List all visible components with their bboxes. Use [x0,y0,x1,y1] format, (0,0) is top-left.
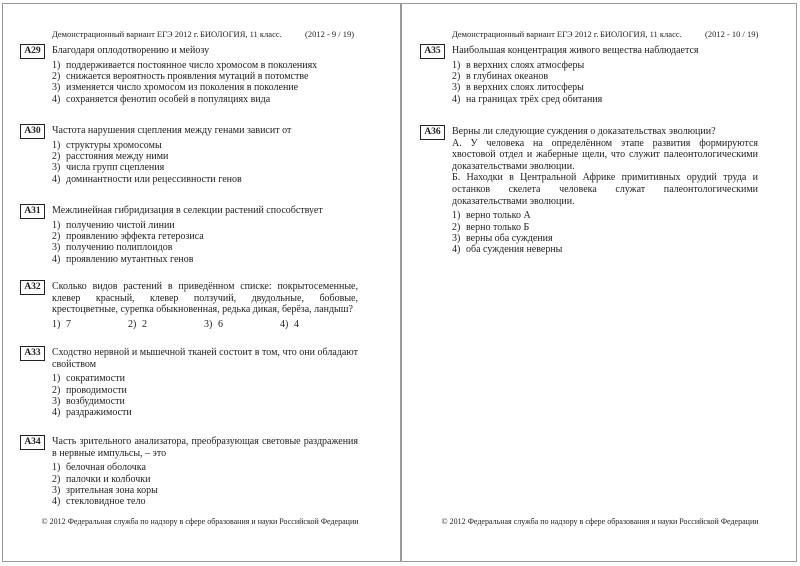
question-a35 [420,44,760,105]
header-page-number: (2012 - 10 / 19) [705,29,759,39]
statement-b: Б. Находки в Центральной Африке примитивных орудий труда и останков скелета человека служат палеонтологическими доказательствами эволюции. [452,172,758,207]
header-subject: БИОЛОГИЯ, 11 класс. [600,29,682,39]
answer-option: 4) доминантности или рецессивности генов [52,173,242,185]
question-text: Благодаря оплодотворению и мейозу [52,45,210,56]
answer-option: 4) на границах трёх сред обитания [452,93,603,105]
answer-option: 4) проявлению мутантных генов [52,253,194,265]
question-text: Наибольшая концентрация живого вещества наблюдается [452,45,699,56]
question-number: A35 [420,44,445,59]
answer-option: 1) 7 [52,318,71,330]
answer-option: 3) верны оба суждения [452,232,553,244]
answer-option: 3) зрительная зона коры [52,485,158,496]
question-number: A36 [420,125,445,140]
answer-option: 2) в глубинах океанов [452,71,549,82]
answer-option: 3) в верхних слоях литосферы [452,82,584,94]
question-a33 [20,346,360,419]
answer-option: 2) снижается вероятность проявления мутаций в потомстве [52,71,309,82]
question-number: A29 [20,44,45,59]
question-text: Частота нарушения сцепления между генами зависит от [52,125,292,136]
question-text: Сходство нервной и мышечной тканей состоит в том, что они обладают свойством [52,347,358,370]
answer-option: 1) структуры хромосомы [52,139,162,151]
question-a36 [420,125,760,256]
answer-option: 3) возбудимости [52,396,125,407]
answer-option: 2) палочки и колбочки [52,473,151,485]
question-text: Межлинейная гибридизация в селекции растений способствует [52,205,323,216]
answer-option: 1) в верхних слоях атмосферы [452,59,585,71]
question-text: Сколько видов растений в приведённом списке: покрытосеменные, клевер красный, клевер ползучий, двудольные, бобовые, крестоцветные, сурепка обыкновенная, редька дикая, берёза, ландыш? [52,281,358,316]
header-subject: БИОЛОГИЯ, 11 класс. [200,29,282,39]
answer-option: 1) белочная оболочка [52,462,146,474]
question-a30 [20,124,360,185]
header-title: Демонстрационный вариант ЕГЭ 2012 г. [52,29,199,39]
question-number: A34 [20,435,45,450]
question-number: A32 [20,280,45,295]
question-a29 [20,44,360,105]
question-number: A30 [20,124,45,139]
question-a34 [20,435,360,508]
statement-a: А. У человека на определённом этапе развития формируются хвостовой отдел и жаберные щели, что служит палеонтологическими доказательствами эволюции. [452,137,758,172]
answer-option: 1) получению чистой линии [52,219,175,231]
question-a31 [20,204,360,265]
question-number: A31 [20,204,45,219]
answer-option: 4) раздражимости [52,407,132,419]
page-10 [400,0,800,566]
answer-option: 4) сохраняется фенотип особей в популяциях вида [52,93,271,105]
answer-option: 2) проявлению эффекта гетерозиса [52,231,204,242]
answer-option: 1) верно только А [452,210,531,222]
answer-option: 3) числа групп сцепления [52,162,165,174]
header-page-number: (2012 - 9 / 19) [305,29,355,39]
question-text: Верны ли следующие суждения о доказательствах эволюции? [452,126,716,137]
page-footer: © 2012 Федеральная служба по надзору в сфере образования и науки Российской Федерации [441,517,759,526]
answer-option: 4) 4 [280,318,299,330]
answer-option: 1) поддерживается постоянное число хромосом в поколениях [52,59,318,71]
page-footer: © 2012 Федеральная служба по надзору в сфере образования и науки Российской Федерации [41,517,359,526]
question-number: A33 [20,346,45,361]
answer-option: 4) стекловидное тело [52,496,146,508]
answer-option: 4) оба суждения неверны [452,244,563,256]
answer-option: 3) 6 [204,318,223,330]
answer-option: 2) расстояния между ними [52,151,169,162]
answer-option: 2) 2 [128,318,147,330]
answer-option: 1) сократимости [52,373,125,385]
answer-option: 2) верно только Б [452,221,530,233]
header-title: Демонстрационный вариант ЕГЭ 2012 г. [452,29,599,39]
answer-option: 3) получению полиплоидов [52,242,173,254]
answer-option: 3) изменяется число хромосом из поколения в поколение [52,82,299,94]
question-text: Часть зрительного анализатора, преобразующая световые раздражения в нервные импульсы, – это [52,436,358,459]
answer-option: 2) проводимости [52,384,127,396]
question-a32 [20,280,360,330]
